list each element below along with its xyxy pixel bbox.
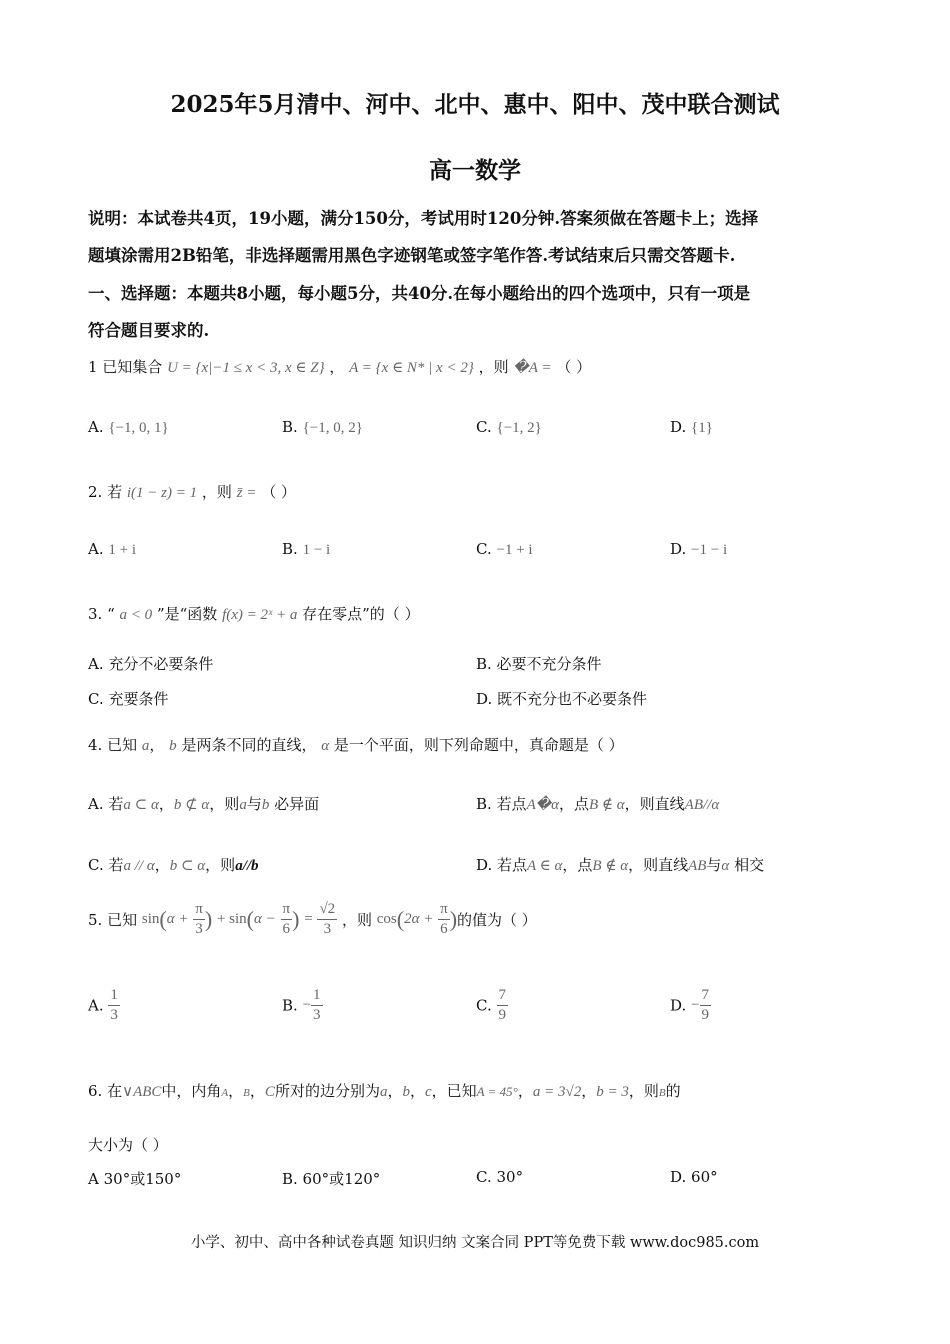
q1-option-a: A. {−1, 0, 1}: [88, 418, 169, 436]
q1-option-b: B. {−1, 0, 2}: [282, 418, 363, 436]
q5-option-a: A. $\frac{1}{3}$: [88, 987, 118, 1023]
q2-equation: i(1 − z) = 1: [126, 485, 198, 501]
question-2: 2. 若 i(1 − z) = 1 ，则 z̄ = （ ）: [88, 483, 296, 501]
q1-option-c: C. {−1, 2}: [476, 418, 542, 436]
q2-conjugate: z̄ =: [236, 485, 257, 501]
q3-option-d: D. 既不充分也不必要条件: [476, 690, 648, 708]
q5-option-c: C. $\frac{7}{9}$: [476, 987, 506, 1023]
q2-option-b: B. 1 − i: [282, 540, 331, 558]
q3-function: f(x) = 2ˣ + a: [222, 607, 298, 623]
q6-option-a: A 30°或150°: [88, 1170, 182, 1188]
q1-set-a: A = {x ∈ N* | x < 2}: [349, 360, 474, 376]
q3-option-c: C. 充要条件: [88, 690, 169, 708]
question-3: 3. “ a < 0 ”是“函数 f(x) = 2ˣ + a 存在零点”的（ ）: [88, 605, 420, 623]
question-4: 4. 已知 a， b 是两条不同的直线， α 是一个平面，则下列命题中，真命题是（ ）: [88, 736, 624, 754]
q3-option-b: B. 必要不充分条件: [476, 655, 602, 673]
q6-option-d: D. 60°: [670, 1168, 718, 1186]
question-5: 5. 已知 sin(α + $\frac{\pi}{3}$ ) + sin(α − $\frac{\pi}{6}$ ) = $\frac{√2}{3}$ ，则 cos(2α + $\frac{\pi}{6}$ )的值为（ ）: [88, 901, 537, 937]
q6-option-c: C. 30°: [476, 1168, 524, 1186]
q4-option-b: B. 若点A�α，点B ∉ α，则直线AB//α: [476, 795, 720, 813]
instructions-line-2: 题填涂需用2B铅笔，非选择题需用黑色字迹钢笔或签字笔作答.考试结束后只需交答题卡.: [88, 246, 736, 265]
q2-option-c: C. −1 + i: [476, 540, 533, 558]
section-heading-line-1: 一、选择题：本题共8小题，每小题5分，共40分.在每小题给出的四个选项中，只有一项是: [88, 284, 751, 303]
q4-option-a: A. 若a ⊂ α，b ⊄ α，则a与b 必异面: [88, 795, 320, 813]
exam-title: 2025年5月清中、河中、北中、惠中、阳中、茂中联合测试: [170, 91, 780, 118]
q2-option-a: A. 1 + i: [88, 540, 137, 558]
q5-option-d: D. − $\frac{7}{9}$: [670, 987, 710, 1023]
exam-subtitle: 高一数学: [429, 157, 521, 184]
q4-option-c: C. 若a // α，b ⊂ α，则a//b: [88, 856, 259, 874]
footer-ad-text: 小学、初中、高中各种试卷真题 知识归纳 文案合同 PPT等免费下载 www.doc985.com: [190, 1235, 760, 1251]
section-heading-line-2: 符合题目要求的.: [88, 321, 210, 340]
q3-condition: a < 0: [119, 607, 153, 623]
q3-option-a: A. 充分不必要条件: [88, 655, 214, 673]
q4-option-d: D. 若点A ∈ α，点B ∉ α，则直线AB与α 相交: [476, 856, 765, 874]
question-1: 1 已知集合 U = {x|−1 ≤ x < 3, x ∈ Z} ， A = {x ∈ N* | x < 2} ，则 �A = （ ）: [88, 358, 592, 376]
question-6-line-2: 大小为（ ）: [88, 1136, 168, 1154]
q1-complement: �A =: [513, 360, 552, 376]
q6-option-b: B. 60°或120°: [282, 1170, 381, 1188]
instructions-line-1: 说明：本试卷共4页，19小题，满分150分，考试用时120分钟.答案须做在答题卡上；选择: [88, 209, 759, 228]
q2-option-d: D. −1 − i: [670, 540, 728, 558]
question-6: 6. 在∨ABC中，内角A，B，C所对的边分别为a，b，c，已知A = 45°，a = 3√2，b = 3，则B的: [88, 1082, 681, 1100]
q1-option-d: D. {1}: [670, 418, 713, 436]
q1-set-u: U = {x|−1 ≤ x < 3, x ∈ Z}: [167, 360, 325, 376]
q5-option-b: B. − $\frac{1}{3}$: [282, 987, 321, 1023]
